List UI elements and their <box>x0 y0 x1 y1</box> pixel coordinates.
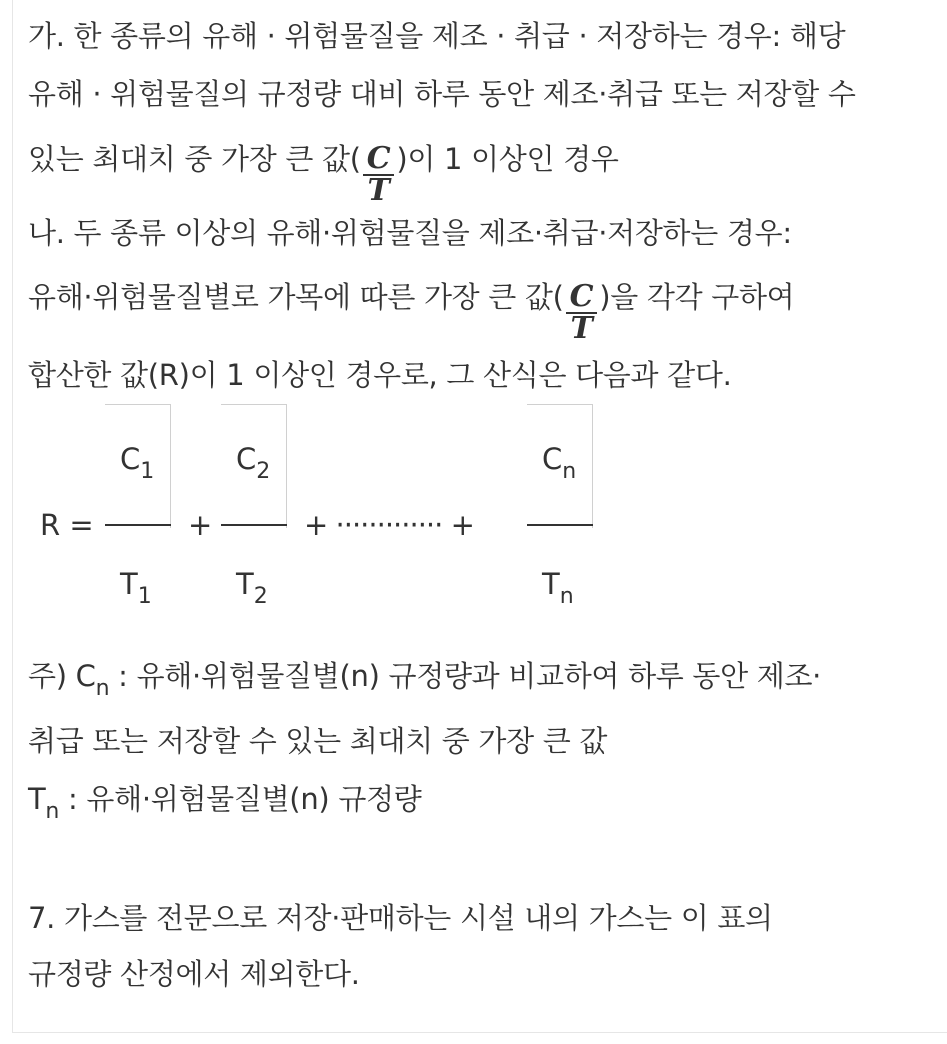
tn-denominator: $T_n$ <box>542 567 574 609</box>
ellipsis-plus: + ············· + <box>304 508 474 542</box>
formula-lhs: R = <box>40 508 94 542</box>
c-over-t-fraction: $\frac{C}{T}$ <box>566 282 598 344</box>
fraction-bar-n <box>527 524 593 526</box>
c1-numerator: $C_1$ <box>120 442 155 484</box>
item-7-line2: 규정량 산정에서 제외한다. <box>28 957 360 991</box>
item-na-line1: 나. 두 종류 이상의 유해·위험물질을 제조·취급·저장하는 경우: <box>28 216 792 250</box>
c2-numerator: $C_2$ <box>236 442 271 484</box>
c-over-t-fraction: $\frac{C}{T}$ <box>363 144 395 206</box>
note-cn-line1: 주) $C_n$ : 유해·위험물질별(n) 규정량과 비교하여 하루 동안 제조· <box>28 659 822 701</box>
plus-sign-1: + <box>188 508 213 542</box>
item-na-line2: 유해·위험물질별로 가목에 따른 가장 큰 값( $\frac{C}{T}$ )을 각각 구하여 <box>28 279 795 346</box>
t2-denominator: $T_2$ <box>236 567 268 609</box>
fraction-bar-2 <box>221 524 287 526</box>
note-cn-line2: 취급 또는 저장할 수 있는 최대치 중 가장 큰 값 <box>28 724 608 758</box>
item-ga-line2: 유해 · 위험물질의 규정량 대비 하루 동안 제조·취급 또는 저장할 수 <box>28 77 856 111</box>
cn-numerator: $C_n$ <box>542 442 577 484</box>
note-tn-line: $T_n$ : 유해·위험물질별(n) 규정량 <box>28 782 422 824</box>
item-7-line1: 7. 가스를 전문으로 저장·판매하는 시설 내의 가스는 이 표의 <box>28 901 773 935</box>
item-ga-line3: 있는 최대치 중 가장 큰 값( $\frac{C}{T}$ )이 1 이상인 경우 <box>28 141 619 208</box>
item-na-line3: 합산한 값(R)이 1 이상인 경우로, 그 산식은 다음과 같다. <box>28 358 732 392</box>
fraction-bar-1 <box>105 524 171 526</box>
t1-denominator: $T_1$ <box>120 567 152 609</box>
item-ga-line1: 가. 한 종류의 유해 · 위험물질을 제조 · 취급 · 저장하는 경우: 해당 <box>28 19 846 53</box>
